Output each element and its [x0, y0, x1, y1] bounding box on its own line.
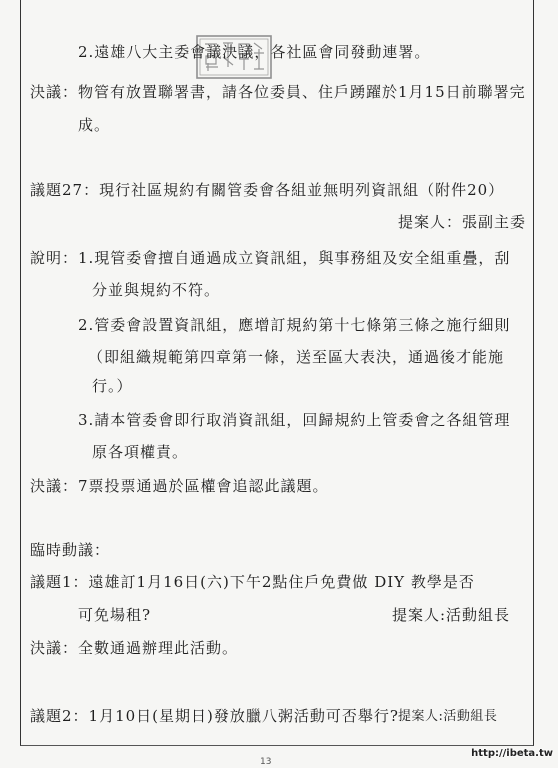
resolution-label: 決議： — [30, 639, 79, 657]
extempore-item-2-proposer: 提案人:活動組長 — [398, 709, 498, 724]
extempore-item-1-resolution: 全數通過辦理此活動。 — [78, 639, 239, 657]
item-27-resolution: 7票投票通過於區權會追認此議題。 — [78, 477, 329, 495]
item-27-point-3-line1: 3.請本管委會即行取消資訊組，回歸規約上管委會之各組管理 — [78, 411, 511, 429]
extempore-item-1-title-line2: 可免場租? — [78, 606, 152, 624]
prev-item-point-2: 2.遠雄八大主委會議決議，各社區會同發動連署。 — [78, 43, 431, 61]
page-border — [20, 0, 534, 746]
prev-item-resolution-line2: 成。 — [78, 116, 111, 134]
item-27-point-2-line3: 行。） — [92, 377, 133, 395]
extempore-item-1-proposer: 提案人:活動組長 — [392, 606, 511, 624]
explanation-label: 說明： — [30, 249, 79, 267]
resolution-label: 決議： — [30, 83, 79, 101]
extempore-item-1-title-line1: 議題1：遠雄訂1月16日(六)下午2點住戶免費做 DIY 教學是否 — [30, 573, 475, 591]
watermark: http://ibeta.tw — [471, 748, 553, 759]
extempore-item-2-title: 議題2：1月10日(星期日)發放臘八粥活動可否舉行? — [30, 707, 399, 725]
resolution-label: 決議： — [30, 477, 79, 495]
item-27-point-1-line1: 1.現管委會擅自通過成立資訊組，與事務組及安全組重疊，刮 — [78, 249, 511, 267]
item-27-proposer: 提案人：張副主委 — [398, 213, 527, 231]
prev-item-resolution-line1: 物管有放置聯署書，請各位委員、住戶踴躍於1月15日前聯署完 — [78, 83, 526, 101]
item-27-point-2-line2: （即組織規範第四章第一條，送至區大表決，通過後才能施 — [88, 348, 505, 366]
page-number: 13 — [260, 757, 272, 767]
item-27-point-3-line2: 原各項權責。 — [92, 443, 189, 461]
extempore-heading: 臨時動議： — [30, 541, 111, 559]
item-27-title: 議題27：現行社區規約有關管委會各組並無明列資訊組（附件20） — [30, 181, 505, 199]
item-27-point-1-line2: 分並與規約不符。 — [92, 281, 221, 299]
item-27-point-2-line1: 2.管委會設置資訊組，應增訂規約第十七條第三條之施行細則 — [78, 316, 511, 334]
